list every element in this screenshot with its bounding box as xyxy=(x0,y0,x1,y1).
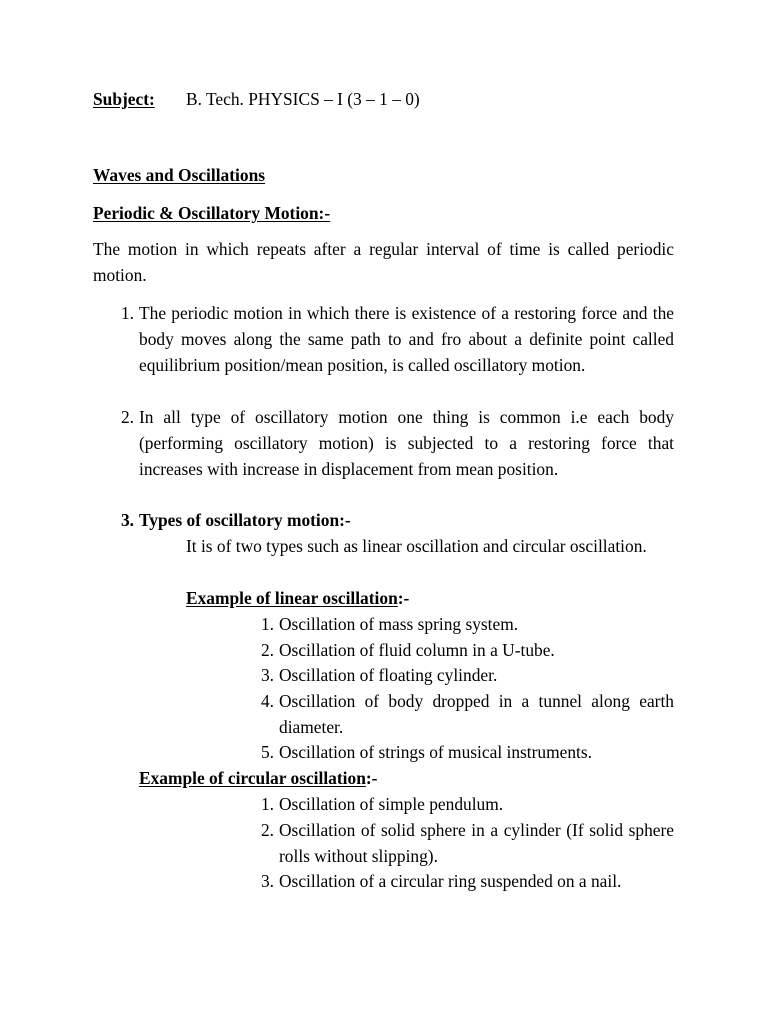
linear-heading-text: Example of linear oscillation xyxy=(186,588,398,608)
linear-item-5-number: 5. xyxy=(260,742,274,762)
circular-item-3-number: 3. xyxy=(260,871,274,891)
subsection-title: Periodic & Oscillatory Motion:- xyxy=(93,203,331,223)
linear-item-1-number: 1. xyxy=(260,614,274,634)
circular-item-2-number: 2. xyxy=(260,820,274,840)
point-3-number: 3. xyxy=(120,510,134,530)
circular-item-1-number: 1. xyxy=(260,794,274,814)
subject-value: B. Tech. PHYSICS – I (3 – 1 – 0) xyxy=(186,89,420,109)
linear-item-3-number: 3. xyxy=(260,665,274,685)
circular-item-2-text: Oscillation of solid sphere in a cylinder (If solid sphere rolls without slipping). xyxy=(279,820,674,866)
point-2-text: In all type of oscillatory motion one thing is common i.e each body (performing oscillatory motion) is subjected to a restoring force that increases with increase in displacement from mean position. xyxy=(139,407,674,479)
point-3-heading: Types of oscillatory motion:- xyxy=(139,510,351,530)
linear-item-2-number: 2. xyxy=(260,640,274,660)
section-title: Waves and Oscillations xyxy=(93,165,266,185)
circular-heading-text: Example of circular oscillation xyxy=(139,768,366,788)
linear-heading xyxy=(186,585,409,611)
linear-item-3-text: Oscillation of floating cylinder. xyxy=(279,665,498,685)
point-1-text: The periodic motion in which there is existence of a restoring force and the body moves along the same path to and fro about a definite point called equilibrium position/mean position, is called oscillatory motion. xyxy=(139,303,674,375)
point-2-number: 2. xyxy=(120,407,134,427)
point-1-number: 1. xyxy=(120,303,134,323)
circular-heading-suffix: :- xyxy=(365,768,378,788)
intro-paragraph: The motion in which repeats after a regular interval of time is called periodic motion. xyxy=(93,239,674,285)
linear-item-4-number: 4. xyxy=(260,691,274,711)
circular-item-1-text: Oscillation of simple pendulum. xyxy=(279,794,504,814)
subject-label: Subject: xyxy=(93,89,155,109)
linear-heading-suffix: :- xyxy=(397,588,410,608)
linear-item-5-text: Oscillation of strings of musical instruments. xyxy=(279,742,592,762)
linear-item-4-text: Oscillation of body dropped in a tunnel along earth diameter. xyxy=(279,691,674,737)
circular-heading xyxy=(139,765,377,791)
linear-item-2-text: Oscillation of fluid column in a U-tube. xyxy=(279,640,555,660)
circular-item-3-text: Oscillation of a circular ring suspended on a nail. xyxy=(279,871,622,891)
linear-item-1-text: Oscillation of mass spring system. xyxy=(279,614,519,634)
point-3-text: It is of two types such as linear oscillation and circular oscillation. xyxy=(186,536,647,556)
